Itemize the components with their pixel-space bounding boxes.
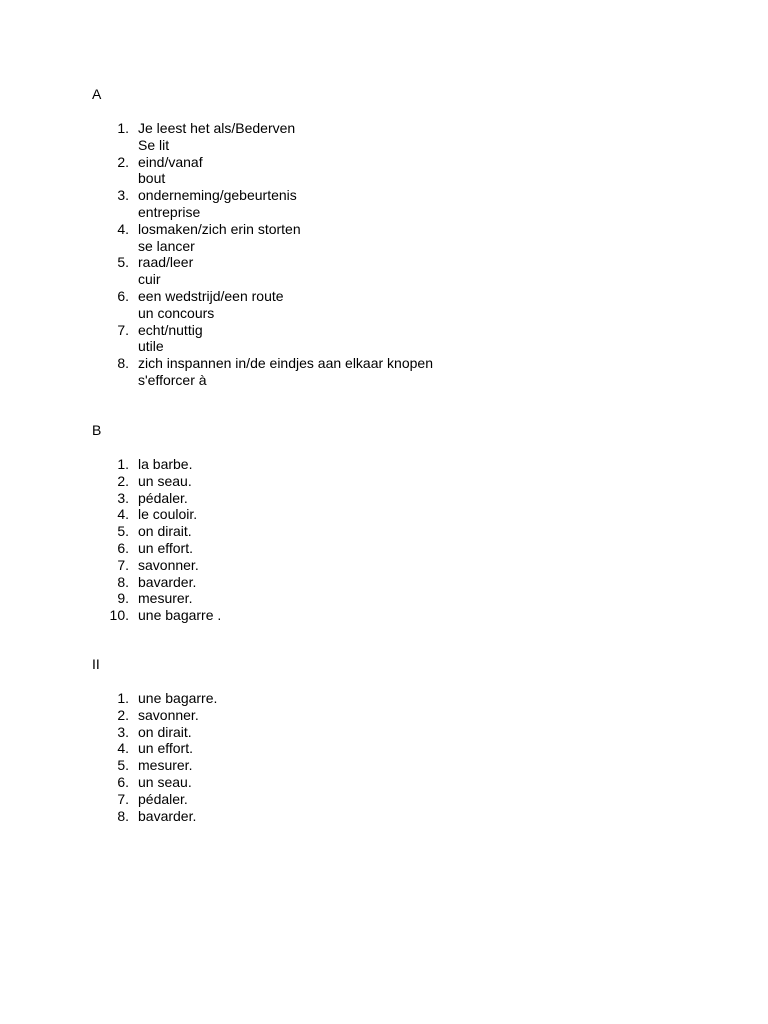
list-item [0,473,221,490]
item-number: 9. [117,590,129,607]
item-text: zich inspannen in/de eindjes aan elkaar knopen [138,355,433,372]
item-text: pédaler. [138,790,188,807]
item-text: un effort. [138,740,194,757]
list-item [0,774,217,791]
item-text: un effort. [138,539,194,556]
item-text: pédaler. [138,489,188,506]
item-text: mesurer. [138,590,193,607]
section-heading: A [92,86,102,102]
item-translation: se lancer [138,237,195,254]
list-item [0,523,221,540]
item-number: 2. [117,706,129,723]
list-item [0,724,217,741]
section-heading: II [92,656,100,672]
item-number: 7. [117,321,129,338]
list-item [0,456,221,473]
item-number: 3. [117,489,129,506]
item-number: 7. [117,556,129,573]
item-translation: cuir [138,271,161,288]
item-text: een wedstrijd/een route [138,287,284,304]
item-text: la barbe. [138,456,193,472]
item-number: 8. [117,355,129,372]
item-number: 2. [117,153,129,170]
item-text: echt/nuttig [138,321,203,338]
list-item [0,187,433,221]
list-item [0,288,433,322]
item-number: 1. [117,690,129,706]
item-number: 8. [117,573,129,590]
item-translation: un concours [138,304,215,321]
item-number: 8. [117,807,129,824]
item-text: le couloir. [138,506,198,523]
list-item [0,791,217,808]
item-translation: utile [138,338,164,355]
list-item [0,808,217,825]
list-item [0,221,433,255]
item-translation: entreprise [138,203,201,220]
item-text: une bagarre. [138,690,218,706]
item-text: raad/leer [138,254,194,271]
list-item [0,154,433,188]
item-number: 4. [117,220,129,237]
item-text: savonner. [138,706,199,723]
item-number: 4. [117,740,129,757]
item-number: 1. [117,456,129,472]
list-item [0,506,221,523]
numbered-list [0,456,221,624]
item-number: 5. [117,757,129,774]
list-item [0,757,217,774]
item-number: 5. [117,254,129,271]
item-number: 7. [117,790,129,807]
item-text: Je leest het als/Bederven [138,120,296,136]
item-text: mesurer. [138,757,193,774]
item-translation: bout [138,170,166,187]
list-item [0,490,221,507]
list-item [0,254,433,288]
item-number: 3. [117,187,129,204]
item-number: 10. [109,607,129,624]
list-item [0,590,221,607]
item-translation: Se lit [138,136,170,153]
item-text: savonner. [138,556,199,573]
item-text: onderneming/gebeurtenis [138,187,297,204]
numbered-list [0,120,433,389]
item-text: on dirait. [138,723,192,740]
item-number: 3. [117,723,129,740]
list-item [0,540,221,557]
item-text: une bagarre . [138,607,222,624]
numbered-list [0,690,217,824]
item-number: 5. [117,523,129,540]
item-number: 6. [117,539,129,556]
item-number: 2. [117,472,129,489]
list-item [0,120,433,154]
list-item [0,322,433,356]
item-text: bavarder. [138,573,197,590]
list-item [0,740,217,757]
item-number: 1. [117,120,129,136]
item-text: losmaken/zich erin storten [138,220,301,237]
list-item [0,707,217,724]
item-text: bavarder. [138,807,197,824]
item-number: 6. [117,773,129,790]
list-item [0,607,221,624]
list-item [0,690,217,707]
item-text: on dirait. [138,523,192,540]
list-item [0,355,433,389]
list-item [0,574,221,591]
item-translation: s'efforcer à [138,371,207,388]
item-text: un seau. [138,773,192,790]
item-text: eind/vanaf [138,153,203,170]
list-item [0,557,221,574]
section-heading: B [92,422,102,438]
item-text: un seau. [138,472,192,489]
item-number: 6. [117,287,129,304]
item-number: 4. [117,506,129,523]
